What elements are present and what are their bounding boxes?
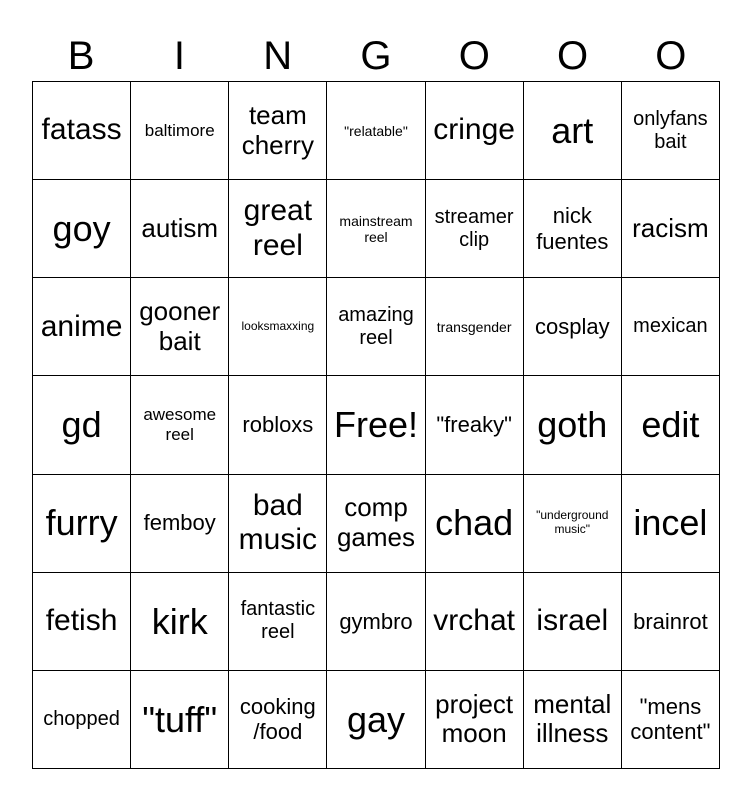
bingo-cell[interactable]: nick fuentes bbox=[524, 180, 622, 278]
bingo-cell[interactable]: fantastic reel bbox=[229, 573, 327, 671]
bingo-cell[interactable]: comp games bbox=[327, 475, 425, 573]
bingo-cell[interactable]: cooking /food bbox=[229, 671, 327, 769]
bingo-cell[interactable]: fatass bbox=[33, 82, 131, 180]
bingo-cell[interactable]: vrchat bbox=[426, 573, 524, 671]
bingo-cell[interactable]: mainstream reel bbox=[327, 180, 425, 278]
bingo-cell[interactable]: israel bbox=[524, 573, 622, 671]
bingo-cell[interactable]: mexican bbox=[622, 278, 720, 376]
bingo-cell[interactable]: gymbro bbox=[327, 573, 425, 671]
bingo-cell[interactable]: chad bbox=[426, 475, 524, 573]
bingo-board bbox=[32, 81, 720, 769]
bingo-cell[interactable]: edit bbox=[622, 376, 720, 474]
header-letter-b: B bbox=[67, 34, 95, 78]
bingo-cell[interactable]: kirk bbox=[131, 573, 229, 671]
bingo-cell[interactable]: furry bbox=[33, 475, 131, 573]
bingo-cell[interactable]: transgender bbox=[426, 278, 524, 376]
bingo-cell[interactable]: anime bbox=[33, 278, 131, 376]
bingo-cell[interactable]: "mens content" bbox=[622, 671, 720, 769]
bingo-header bbox=[32, 30, 720, 82]
bingo-cell[interactable]: "tuff" bbox=[131, 671, 229, 769]
header-letter-n: N bbox=[263, 34, 293, 78]
header-letter-g: G bbox=[360, 34, 392, 78]
bingo-cell[interactable]: goth bbox=[524, 376, 622, 474]
bingo-cell[interactable]: fetish bbox=[33, 573, 131, 671]
header-letter-o-2: O bbox=[557, 34, 589, 78]
bingo-cell[interactable]: baltimore bbox=[131, 82, 229, 180]
bingo-cell[interactable]: incel bbox=[622, 475, 720, 573]
bingo-cell[interactable]: cringe bbox=[426, 82, 524, 180]
bingo-cell[interactable]: onlyfans bait bbox=[622, 82, 720, 180]
bingo-cell[interactable]: project moon bbox=[426, 671, 524, 769]
bingo-cell[interactable]: streamer clip bbox=[426, 180, 524, 278]
bingo-cell[interactable]: "relatable" bbox=[327, 82, 425, 180]
header-letter-o-3: O bbox=[655, 34, 687, 78]
bingo-cell[interactable]: gooner bait bbox=[131, 278, 229, 376]
bingo-cell[interactable]: bad music bbox=[229, 475, 327, 573]
bingo-cell[interactable]: gay bbox=[327, 671, 425, 769]
bingo-cell[interactable]: art bbox=[524, 82, 622, 180]
bingo-cell[interactable]: mental illness bbox=[524, 671, 622, 769]
header-letter-o-1: O bbox=[458, 34, 490, 78]
bingo-cell[interactable]: racism bbox=[622, 180, 720, 278]
bingo-cell[interactable]: team cherry bbox=[229, 82, 327, 180]
bingo-cell[interactable]: "underground music" bbox=[524, 475, 622, 573]
bingo-cell[interactable]: autism bbox=[131, 180, 229, 278]
bingo-cell[interactable]: robloxs bbox=[229, 376, 327, 474]
bingo-cell: Free! bbox=[327, 376, 425, 474]
bingo-cell[interactable]: goy bbox=[33, 180, 131, 278]
bingo-cell[interactable]: "freaky" bbox=[426, 376, 524, 474]
bingo-cell[interactable]: amazing reel bbox=[327, 278, 425, 376]
header-letter-i: I bbox=[173, 34, 185, 78]
bingo-cell[interactable]: cosplay bbox=[524, 278, 622, 376]
bingo-cell[interactable]: brainrot bbox=[622, 573, 720, 671]
bingo-cell[interactable]: awesome reel bbox=[131, 376, 229, 474]
bingo-cell[interactable]: great reel bbox=[229, 180, 327, 278]
bingo-cell[interactable]: looksmaxxing bbox=[229, 278, 327, 376]
bingo-cell[interactable]: gd bbox=[33, 376, 131, 474]
bingo-cell[interactable]: chopped bbox=[33, 671, 131, 769]
bingo-cell[interactable]: femboy bbox=[131, 475, 229, 573]
